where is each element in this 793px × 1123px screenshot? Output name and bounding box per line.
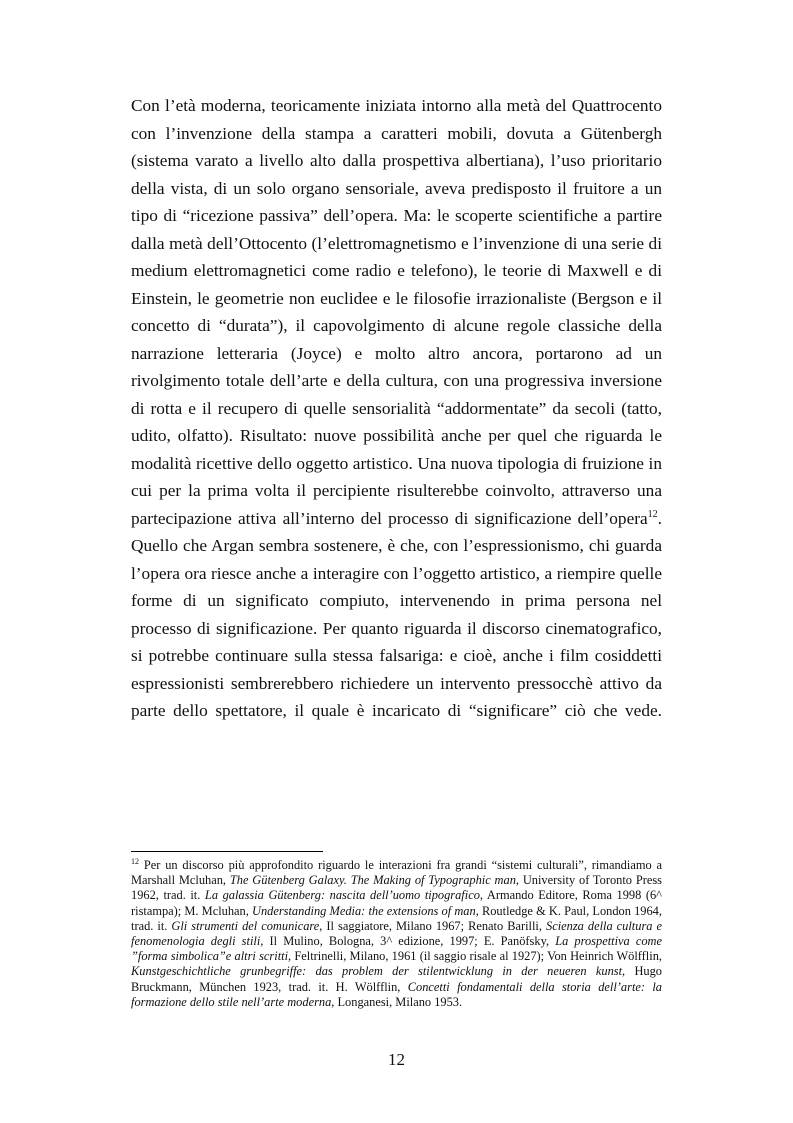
footnote-title: La galassia Gütenberg: nascita dell’uomo tipografico [204,888,480,903]
page-number: 12 [388,1050,405,1069]
footnote-title: The Gütenberg Galaxy. The Making of Typographic man [229,873,516,888]
footnote-title: Understanding Media: the extensions of man [252,903,476,918]
paragraph-text: Con l’età moderna, teoricamente iniziata intorno alla metà del Quattrocento con l’invenzione della stampa a caratteri mobili, dovuta a Gütenbergh (sistema varato a livello alto dalla prospettiva albertiana), l’uso prioritario della vista, di un solo organo sensoriale, aveva predisposto il fruitore a un tipo di “ricezione passiva” dell’opera. Ma: le scoperte scientifiche a partire dalla metà dell’Ottocento (l’elettromagnetismo e l’invenzione di una serie di medium elettromagnetici come radio e telefono), le teorie di Maxwell e di Einstein, le geometrie non euclidee e le filosofie irrazionaliste (Bergson e il concetto di “durata”), il capovolgimento di alcune regole classiche della narrazione letteraria (Joyce) e molto altro ancora, portarono ad un rivolgimento totale dell’arte e della cultura, con una progressiva inversione di rotta e il recupero di quelle sensorialità “addormentate” da secoli (tatto, udito, olfatto). Risultato: nuove possibilità anche per quel che riguarda le modalità ricettive dello oggetto artistico. Una nuova tipologia di fruizione in cui per la prima volta il percipiente risulterebbe coinvolto, attraverso una partecipazione attiva all’interno del processo di significazione dell’opera [131,96,662,528]
footnote-number: 12 [131,857,139,866]
main-paragraph [131,92,662,725]
footnote-segment: Per un discorso più approfondito riguardo le interazioni fra grandi “sistemi culturali”, rimandiamo a Marshall Mcluhan, [131,858,662,888]
footnote-title: La prospettiva come ”forma simbolica”e altri scritti, [131,934,662,964]
footnote-segment: , Armando Editore, Roma 1998 (6^ ristampa); M. Mcluhan, [131,888,662,918]
footnote-reference[interactable]: 12 [647,508,658,520]
footnote-segment: , University of Toronto Press 1962, trad. it. [131,873,662,903]
footnote-segment: Feltrinelli, Milano, 1961 (il saggio risale al 1927); Von Heinrich Wölfflin, [291,949,662,964]
footnote-segment: , Longanesi, Milano 1953. [331,994,463,1009]
footnote-title: Gli strumenti del comunicare [171,918,320,933]
footnote-segment: , Routledge & K. Paul, London 1964, trad. it. [131,903,662,933]
footnote-title: Kunstgeschichtliche grunbegriffe: das problem der stilentwicklung in der neueren kunst [131,964,623,979]
footnote-segment: , Il saggiatore, Milano 1967; Renato Barilli, [319,918,546,933]
footnote-title: Concetti fondamentali della storia dell’arte: la formazione dello stile nell’arte moderna [131,979,662,1009]
paragraph-text-continued: . Quello che Argan sembra sostenere, è che, con l’espressionismo, chi guarda l’opera ora riesce anche a interagire con l’oggetto artistico, a riempire quelle forme di un significato compiuto, intervenendo in prima persona nel processo di significazione. Per quanto riguarda il discorso cinematografico, si potrebbe continuare sulla stessa falsariga: e cioè, anche i film cosiddetti espressionisti sembrerebbero richiedere un intervento pressocchè attivo da parte dello spettatore, il quale è incaricato di “significare” ciò che vede. [131,508,662,720]
footnote-title: Scienza della cultura e fenomenologia degli stili, [131,918,662,949]
footnote [131,858,662,1010]
footnote-segment: , Hugo Bruckmann, München 1923, trad. it. H. Wölfflin, [131,964,662,994]
footnote-segment: Il Mulino, Bologna, 3^ edizione, 1997; E. Panöfsky, [263,934,556,949]
footnote-separator [131,851,323,852]
footnote-text [131,858,662,1009]
